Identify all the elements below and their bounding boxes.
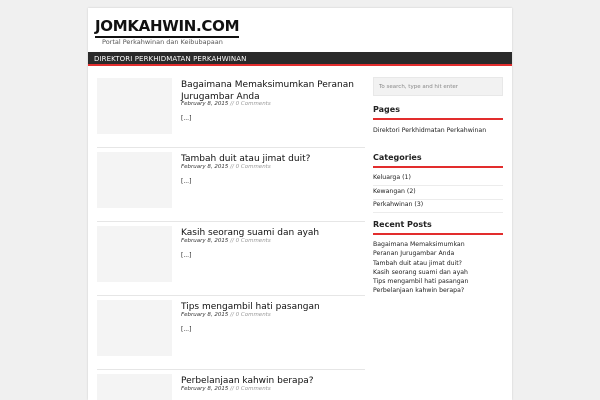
category-link[interactable]: Keluarga (1) [373,174,411,181]
post-meta [181,238,271,244]
post-title[interactable]: Tips mengambil hati pasangan [181,302,320,312]
recent-post-link[interactable]: Perbelanjaan kahwin berapa? [373,287,465,294]
recent-post-link[interactable]: Kasih seorang suami dan ayah [373,269,468,276]
post-meta [181,164,271,170]
widget-title-pages: Pages [373,105,503,120]
widget-title-categories: Categories [373,153,503,168]
recent-post-link[interactable]: Tambah duit atau jimat duit? [373,260,462,267]
post-date: February 8, 2015 [181,164,229,170]
post-meta [181,101,271,107]
post-thumbnail[interactable] [97,152,172,208]
post-title[interactable]: Kasih seorang suami dan ayah [181,228,320,238]
meta-separator: // [230,238,234,244]
post-title[interactable]: Bagaimana Memaksimumkan Peranan Jurugambar Anda [181,80,354,102]
post-date: February 8, 2015 [181,312,229,318]
meta-separator: // [230,386,234,392]
post-thumbnail[interactable] [97,226,172,282]
main-nav [88,52,512,66]
post-date: February 8, 2015 [181,386,229,392]
post-excerpt: [...] [181,252,192,259]
post-date: February 8, 2015 [181,238,229,244]
page-container [88,8,512,400]
post-title[interactable]: Tambah duit atau jimat duit? [181,154,311,164]
post-thumbnail[interactable] [97,78,172,134]
site-tagline: Portal Perkahwinan dan Keibubapaan [102,38,223,46]
nav-item-direktori[interactable]: DIREKTORI PERKHIDMATAN PERKAHWINAN [94,55,247,63]
post-excerpt: [...] [181,115,192,122]
post-thumbnail[interactable] [97,300,172,356]
post-item [97,300,365,370]
post-item [97,78,365,148]
post-item [97,152,365,222]
category-item [373,188,503,200]
search-input[interactable]: To search, type and hit enter [373,77,503,96]
post-comments-link[interactable]: 0 Comments [235,101,271,107]
category-item [373,174,503,186]
post-item [97,226,365,296]
post-item [97,374,365,400]
post-comments-link[interactable]: 0 Comments [235,386,271,392]
site-title[interactable]: JOMKAHWIN.COM [95,17,239,38]
category-link[interactable]: Perkahwinan (3) [373,201,424,208]
meta-separator: // [230,164,234,170]
post-comments-link[interactable]: 0 Comments [235,164,271,170]
widget-title-recent-posts: Recent Posts [373,220,503,235]
recent-post-link[interactable]: Tips mengambil hati pasangan [373,278,469,285]
meta-separator: // [230,312,234,318]
post-excerpt: [...] [181,178,192,185]
post-meta [181,386,271,392]
sidebar-page-link[interactable]: Direktori Perkhidmatan Perkahwinan [373,127,487,134]
post-comments-link[interactable]: 0 Comments [235,312,271,318]
post-comments-link[interactable]: 0 Comments [235,238,271,244]
post-title[interactable]: Perbelanjaan kahwin berapa? [181,376,314,386]
post-thumbnail[interactable] [97,374,172,400]
post-date: February 8, 2015 [181,101,229,107]
recent-post-link[interactable]: Bagaimana Memaksimumkan Peranan Jurugambar Anda [373,241,465,258]
category-item [373,201,503,213]
post-excerpt: [...] [181,326,192,333]
category-link[interactable]: Kewangan (2) [373,188,416,195]
meta-separator: // [230,101,234,107]
post-meta [181,312,271,318]
